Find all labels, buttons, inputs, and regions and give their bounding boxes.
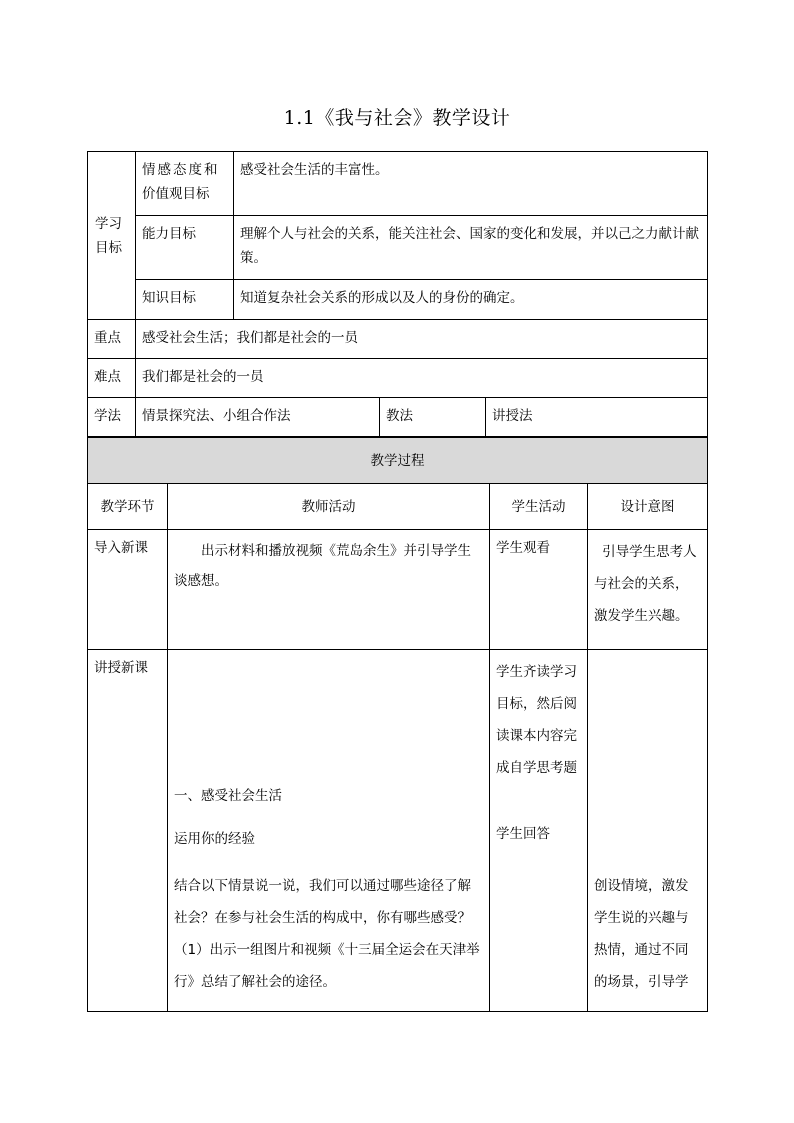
difficulty-label: 难点 <box>88 359 136 398</box>
teacher-paragraph: 结合以下情景说一说，我们可以通过哪些途径了解社会？在参与社会生活的构成中，你有哪些感受？ <box>174 878 471 926</box>
key-point-label: 重点 <box>88 320 136 359</box>
column-header-student: 学生活动 <box>490 484 588 530</box>
design-intent-intro: 引导学生思考人与社会的关系，激发学生兴趣。 <box>588 530 708 650</box>
student-activity-text: 学生回答 <box>496 826 550 842</box>
key-point-content: 感受社会生活；我们都是社会的一员 <box>136 320 708 359</box>
teacher-paragraph: （1）出示一组图片和视频《十三届全运会在天津举行》总结了解社会的途径。 <box>174 942 480 990</box>
stage-intro: 导入新课 <box>88 530 168 650</box>
objective-name-line2: 价值观目标 <box>142 186 210 202</box>
teach-method-label: 教法 <box>380 398 486 437</box>
process-heading: 教学过程 <box>88 438 708 484</box>
objective-name-attitude <box>136 152 234 216</box>
objective-name-ability: 能力目标 <box>136 216 234 280</box>
keypoint-table <box>87 319 708 437</box>
teacher-activity-teaching <box>168 650 490 1012</box>
teach-method-content: 讲授法 <box>486 398 708 437</box>
page-title: 1.1《我与社会》教学设计 <box>283 107 511 129</box>
column-header-intent: 设计意图 <box>588 484 708 530</box>
design-intent-teaching: 创设情境，激发学生说的兴趣与热情，通过不同的场景，引导学 <box>588 650 708 1012</box>
teacher-subheading: 运用你的经验 <box>174 831 255 847</box>
objective-content-ability: 理解个人与社会的关系，能关注社会、国家的变化和发展，并以己之力献计献策。 <box>234 216 708 280</box>
study-method-label: 学法 <box>88 398 136 437</box>
objectives-label-line2: 目标 <box>95 239 122 256</box>
objective-name-line1: 情感态度和 <box>142 162 220 178</box>
objective-content-knowledge: 知道复杂社会关系的形成以及人的身份的确定。 <box>234 280 708 320</box>
column-header-teacher: 教师活动 <box>168 484 490 530</box>
stage-teaching: 讲授新课 <box>88 650 168 1012</box>
student-activity-text: 学生齐读学习目标，然后阅读课本内容完成自学思考题 <box>496 664 577 776</box>
student-activity-teaching <box>490 650 588 1012</box>
process-table <box>87 437 708 1012</box>
column-header-stage: 教学环节 <box>88 484 168 530</box>
objective-name-knowledge: 知识目标 <box>136 280 234 320</box>
difficulty-content: 我们都是社会的一员 <box>136 359 708 398</box>
objectives-table <box>87 151 708 320</box>
study-method-content: 情景探究法、小组合作法 <box>136 398 380 437</box>
objective-content-attitude: 感受社会生活的丰富性。 <box>234 152 708 216</box>
student-activity-intro: 学生观看 <box>490 530 588 650</box>
objectives-label <box>88 152 136 320</box>
teacher-activity-intro: 出示材料和播放视频《荒岛余生》并引导学生谈感想。 <box>168 530 490 650</box>
teacher-heading: 一、感受社会生活 <box>174 788 282 804</box>
objectives-label-line1: 学习 <box>95 215 122 232</box>
